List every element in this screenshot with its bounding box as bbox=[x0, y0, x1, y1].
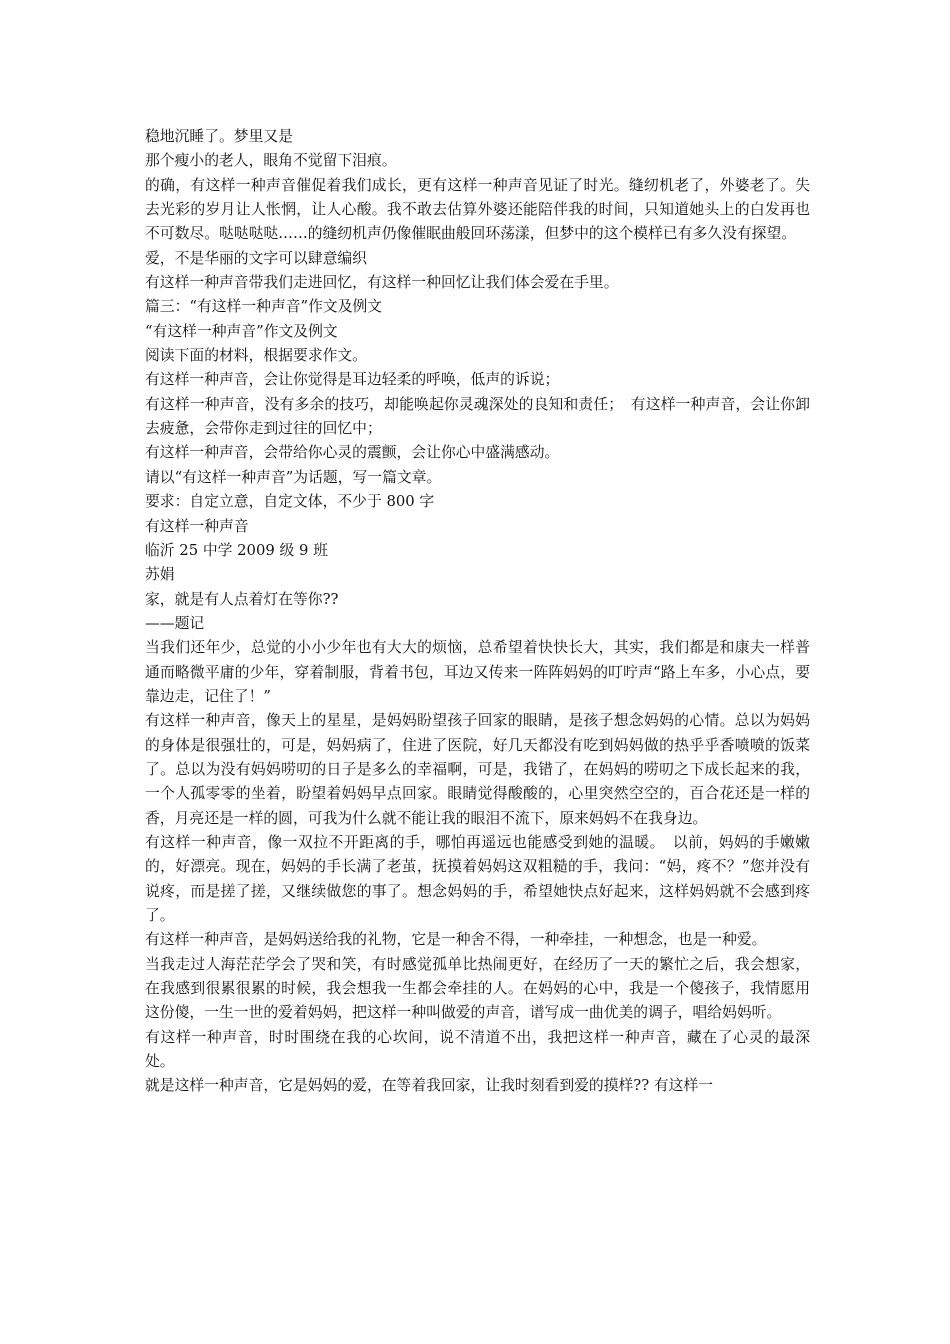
epigraph: 家，就是有人点着灯在等你?? bbox=[145, 590, 339, 608]
paragraph: 请以“有这样一种声音”为话题，写一篇文章。 bbox=[145, 468, 442, 486]
paragraph: 有这样一种声音，会带给你心灵的震颤，会让你心中盛满感动。 bbox=[145, 444, 560, 462]
paragraph: 爱，不是华丽的文字可以肆意编织 bbox=[145, 249, 367, 267]
paragraph: 有这样一种声音，像一双拉不开距离的手，哪怕再遥远也能感受到她的温暖。 以前，妈妈的手嫩嫩的，好漂亮。现在，妈妈的手长满了老茧，抚摸着妈妈这双粗糙的手，我问：“妈，疼不？”您并没有说疼，而是搓了搓，又继续做您的事了。想念妈妈的手，希望她快点好起来，这样妈妈就不会感到疼了。 bbox=[145, 833, 810, 924]
paragraph: 阅读下面的材料，根据要求作文。 bbox=[145, 347, 367, 365]
paragraph: 有这样一种声音，是妈妈送给我的礼物，它是一种舍不得，一种牵挂，一种想念，也是一种爱。 bbox=[145, 931, 767, 949]
paragraph: 稳地沉睡了。梦里又是 bbox=[145, 128, 293, 145]
author-name: 苏娟 bbox=[145, 566, 175, 584]
document-page bbox=[145, 125, 810, 1099]
epigraph-attribution: ——题记 bbox=[145, 614, 205, 632]
paragraph: 当我们还年少，总觉的小小少年也有大大的烦恼，总希望着快快长大，其实，我们都是和康夫一样普通而略微平庸的少年，穿着制服，背着书包，耳边又传来一阵阵妈妈的叮咛声“路上车多，小心点，要靠边走，记住了！” bbox=[145, 639, 810, 705]
paragraph: 当我走过人海茫茫学会了哭和笑，有时感觉孤单比热闹更好，在经历了一天的繁忙之后，我会想家，在我感到很累很累的时候，我会想我一生都会牵挂的人。在妈妈的心中，我是一个傻孩子，我情愿用这份傻，一生一世的爱着妈妈，把这样一种叫做爱的声音，谱写成一曲优美的调子，唱给妈妈听。 bbox=[145, 955, 810, 1022]
paragraph: 有这样一种声音，时时围绕在我的心坎间，说不清道不出，我把这样一种声音，藏在了心灵的最深处。 bbox=[145, 1028, 810, 1071]
essay-title: 有这样一种声音 bbox=[145, 517, 249, 535]
paragraph: 那个瘦小的老人，眼角不觉留下泪痕。 bbox=[145, 152, 397, 170]
article-title: “有这样一种声音”作文及例文 bbox=[145, 322, 338, 340]
author-school: 临沂 25 中学 2009 级 9 班 bbox=[145, 541, 328, 559]
paragraph: 要求：自定立意，自定文体，不少于 800 字 bbox=[145, 493, 435, 511]
paragraph: 就是这样一种声音，它是妈妈的爱，在等着我回家，让我时刻看到爱的摸样?? 有这样一 bbox=[145, 1077, 714, 1095]
paragraph: 有这样一种声音带我们走进回忆，有这样一种回忆让我们体会爱在手里。 bbox=[145, 274, 619, 292]
paragraph: 有这样一种声音，没有多余的技巧，却能唤起你灵魂深处的良知和责任； 有这样一种声音，会让你卸去疲惫，会带你走到过往的回忆中； bbox=[145, 395, 810, 438]
section-heading: 篇三：“有这样一种声音”作文及例文 bbox=[145, 298, 383, 316]
paragraph: 有这样一种声音，会让你觉得是耳边轻柔的呼唤，低声的诉说； bbox=[145, 371, 560, 389]
paragraph: 的确，有这样一种声音催促着我们成长，更有这样一种声音见证了时光。缝纫机老了，外婆老了。失去光彩的岁月让人怅惘，让人心酸。我不敢去估算外婆还能陪伴我的时间，只知道她头上的白发再也不可数尽。哒哒哒哒……的缝纫机声仍像催眠曲般回环荡漾，但梦中的这个模样已有多久没有探望。 bbox=[145, 176, 810, 243]
paragraph: 有这样一种声音，像天上的星星，是妈妈盼望孩子回家的眼睛，是孩子想念妈妈的心情。总以为妈妈的身体是很强壮的，可是，妈妈病了，住进了医院，好几天都没有吃到妈妈做的热乎乎香喷喷的饭菜了。总以为没有妈妈唠叨的日子是多么的幸福啊，可是，我错了，在妈妈的唠叨之下成长起来的我，一个人孤零零的坐着，盼望着妈妈早点回家。眼睛觉得酸酸的，心里突然空空的，百合花还是一样的香，月亮还是一样的圆，可我为什么就不能让我的眼泪不流下，原来妈妈不在我身边。 bbox=[145, 712, 810, 827]
